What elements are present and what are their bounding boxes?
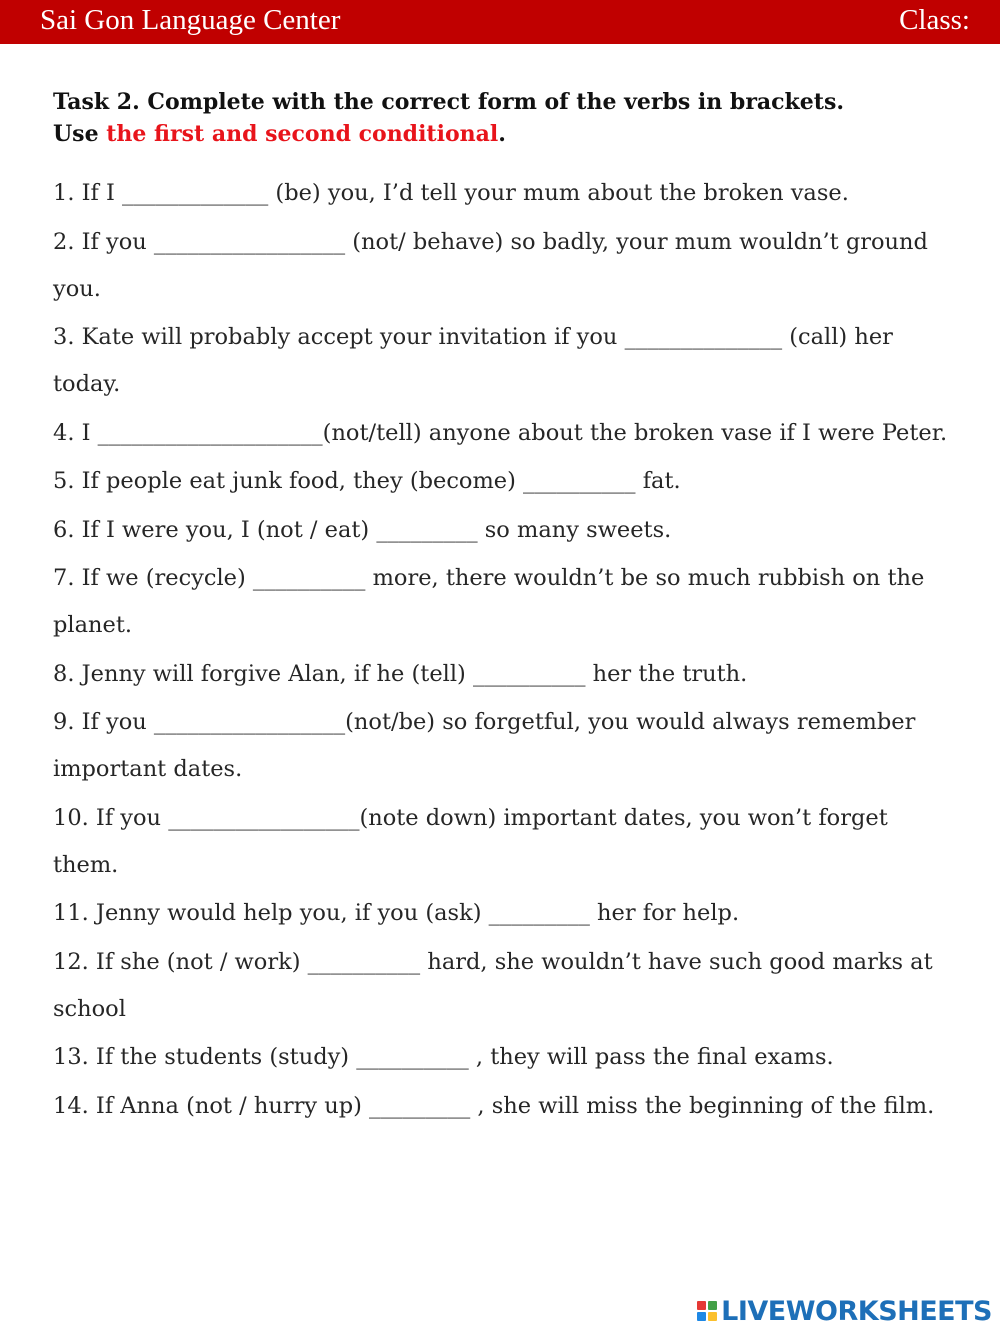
task-line-2 (53, 118, 973, 150)
question-item[interactable]: 10. If you _________________(note down) important dates, you won’t forget them. (53, 804, 895, 878)
class-label: Class: (899, 4, 970, 36)
task-use-label: Use (53, 121, 107, 147)
logo-block (708, 1312, 717, 1321)
logo-block (697, 1301, 706, 1310)
question-item[interactable]: 12. If she (not / work) __________ hard, she wouldn’t have such good marks at school (53, 948, 940, 1022)
logo-block (708, 1301, 717, 1310)
question-item[interactable]: 5. If people eat junk food, they (become) __________ fat. (53, 468, 681, 494)
header-bar (0, 0, 1000, 44)
question-item[interactable]: 7. If we (recycle) __________ more, there wouldn’t be so much rubbish on the planet. (53, 565, 932, 638)
question-item[interactable]: 2. If you _________________ (not/ behave) so badly, your mum wouldn’t ground you. (53, 228, 936, 302)
logo-blocks-icon (697, 1301, 717, 1321)
task-highlight: the first and second conditional (106, 121, 499, 147)
task-period: . (498, 121, 506, 147)
question-item[interactable]: 4. I ____________________(not/tell) anyone about the broken vase if I were Peter. (53, 419, 948, 446)
question-item[interactable]: 9. If you _________________(not/be) so forgetful, you would always remember important dates. (53, 709, 923, 782)
question-item[interactable]: 1. If I _____________ (be) you, I’d tell your mum about the broken vase. (53, 180, 849, 206)
task-line-1: Task 2. Complete with the correct form of the verbs in brackets. (53, 89, 845, 115)
question-item[interactable]: 6. If I were you, I (not / eat) _________ so many sweets. (53, 516, 672, 543)
question-item[interactable]: 13. If the students (study) __________ , they will pass the final exams. (53, 1044, 834, 1070)
question-item[interactable]: 14. If Anna (not / hurry up) _________ , she will miss the beginning of the film. (53, 1092, 935, 1119)
logo-text: LIVEWORKSHEETS (721, 1295, 992, 1327)
liveworksheets-logo (697, 1296, 992, 1326)
question-item[interactable]: 11. Jenny would help you, if you (ask) _________ her for help. (53, 900, 740, 926)
logo-block (697, 1312, 706, 1321)
question-item[interactable]: 3. Kate will probably accept your invitation if you ______________ (call) her today. (53, 324, 901, 397)
question-list (53, 170, 953, 1131)
question-item[interactable]: 8. Jenny will forgive Alan, if he (tell) __________ her the truth. (53, 660, 748, 687)
task-instructions (53, 86, 973, 150)
center-name: Sai Gon Language Center (40, 4, 341, 36)
